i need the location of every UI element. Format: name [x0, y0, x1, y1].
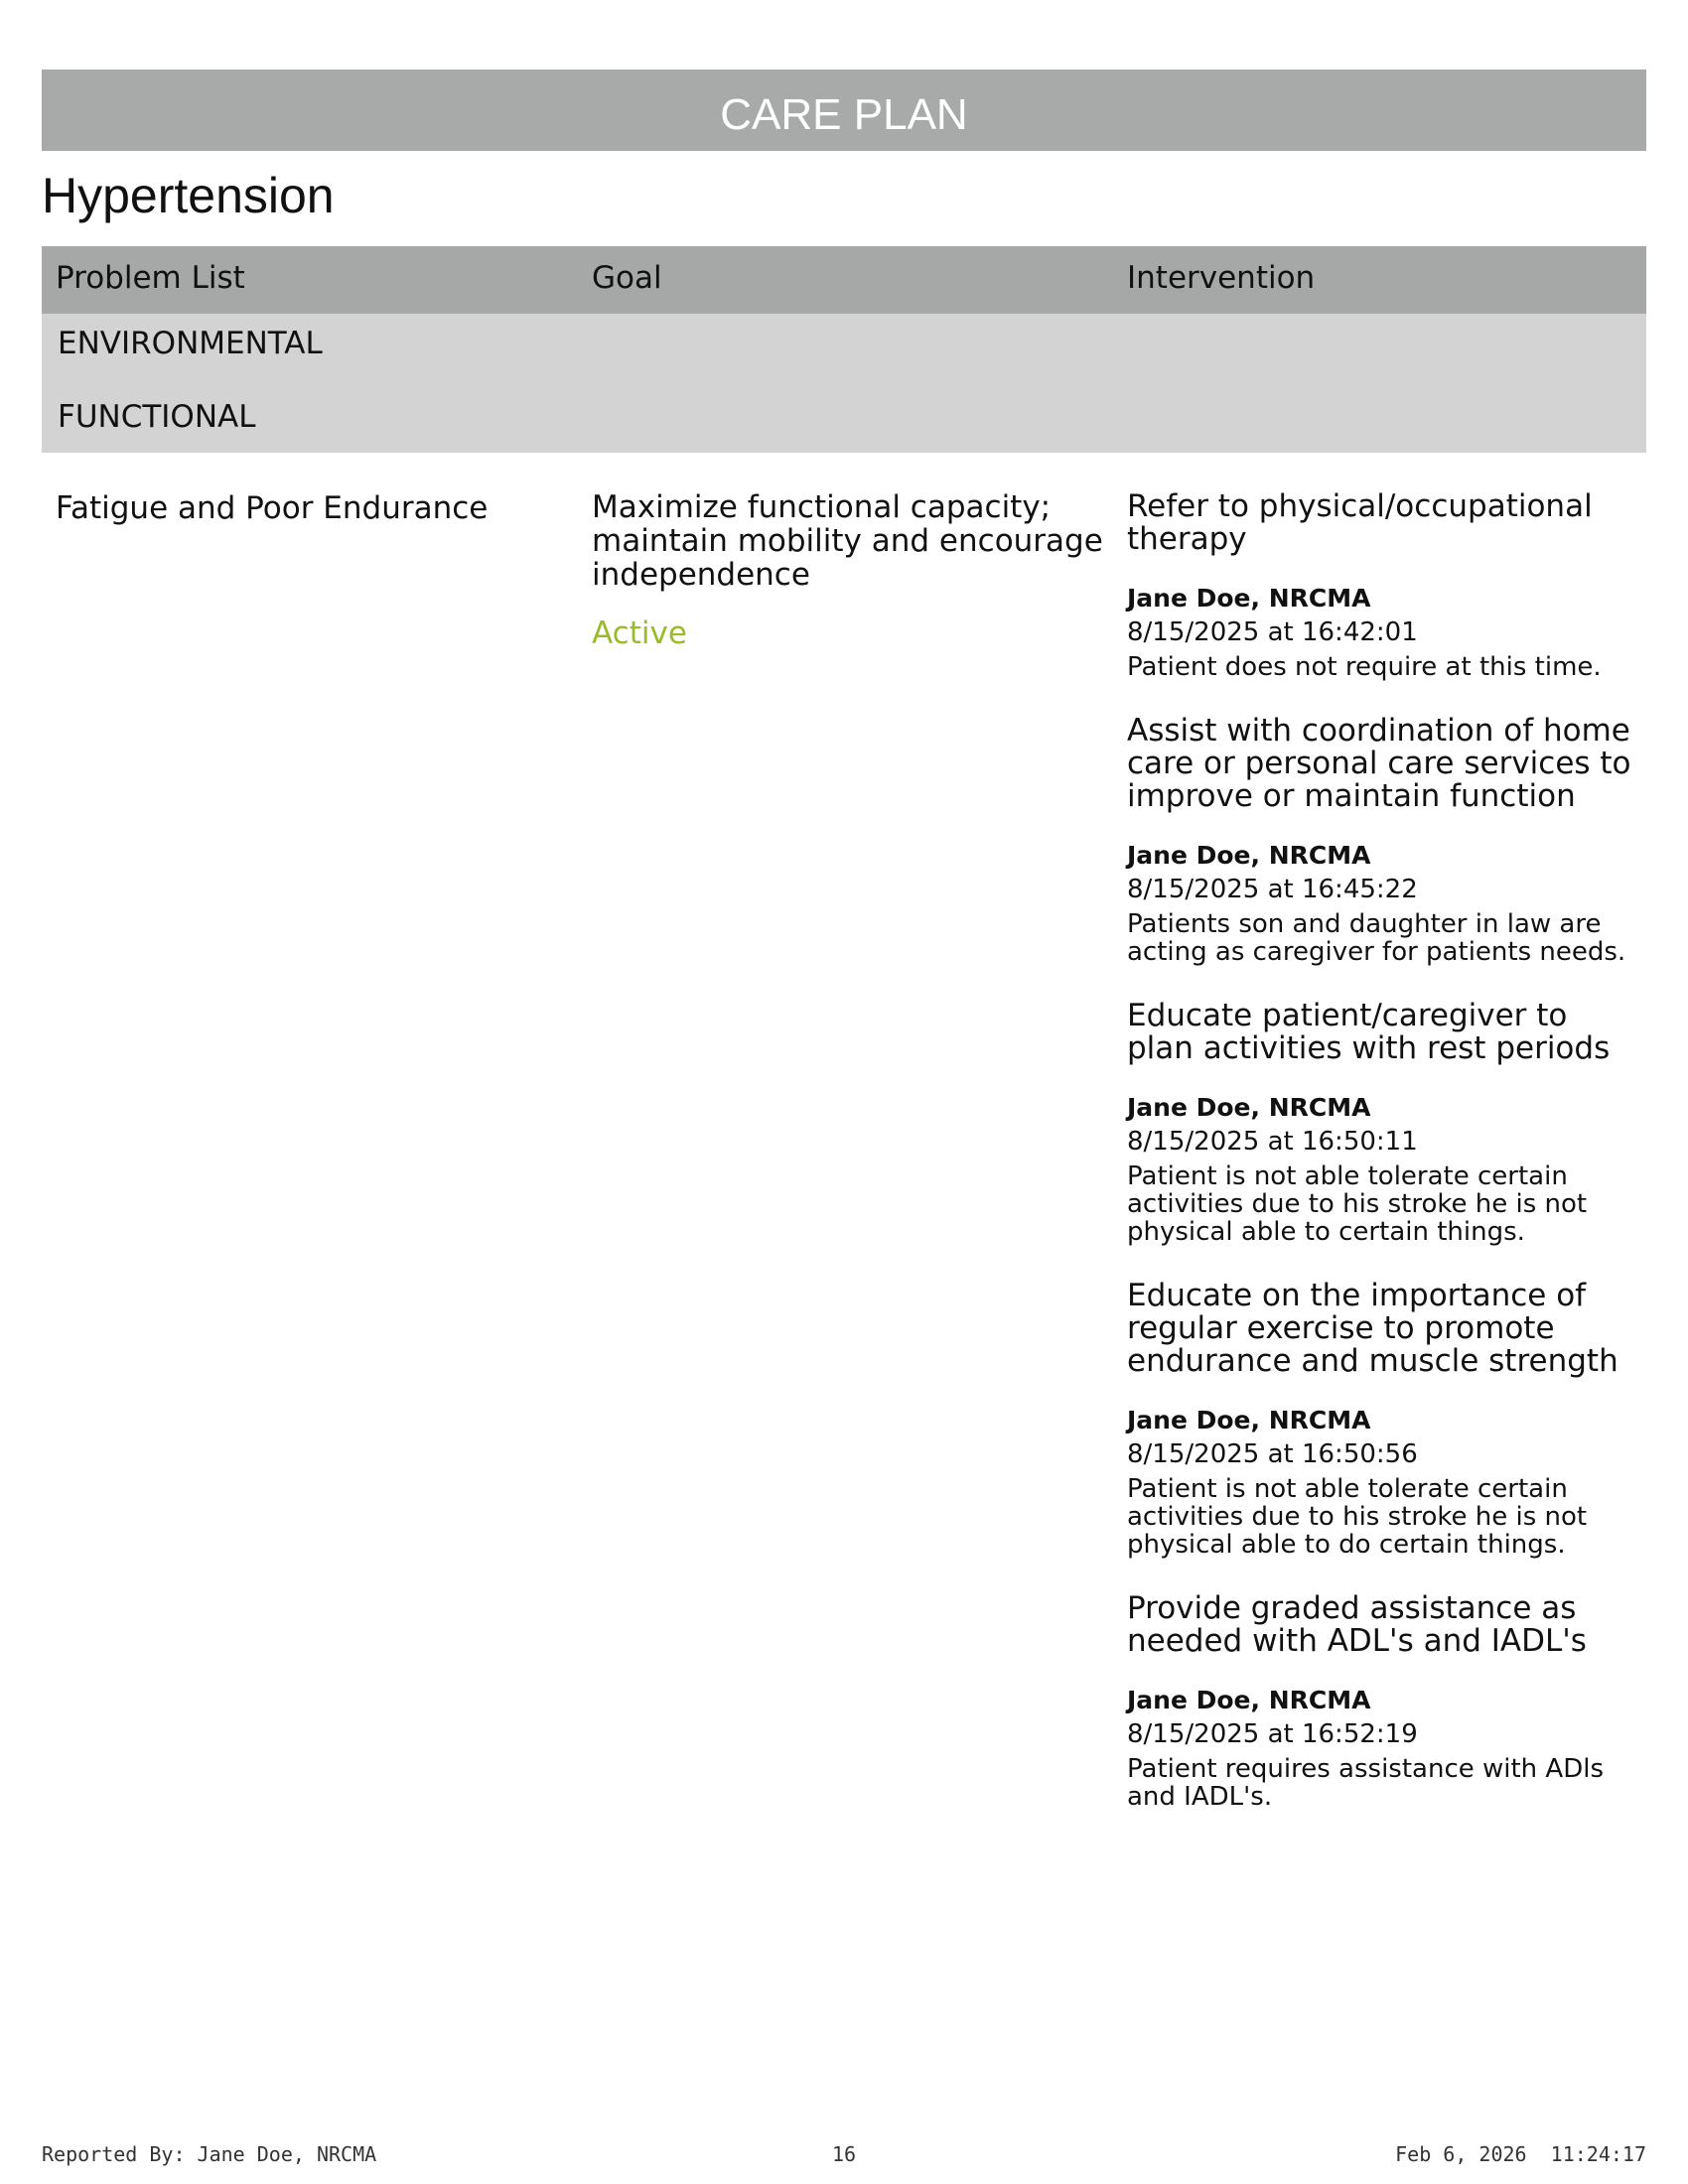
intervention-title: Provide graded assistance as needed with ADL's and IADL's [1127, 1590, 1587, 1659]
intervention-list [1127, 490, 1643, 1844]
table-header [42, 246, 1646, 314]
intervention-timestamp: 8/15/2025 at 16:52:19 [1127, 1719, 1418, 1749]
footer-page-number: 16 [832, 2142, 857, 2166]
intervention-note: Patient is not able tolerate certain activities due to his stroke he is not physical able to certain things. [1127, 1161, 1588, 1247]
category-functional: FUNCTIONAL [58, 399, 256, 435]
intervention-timestamp: 8/15/2025 at 16:45:22 [1127, 875, 1418, 904]
category-environmental: ENVIRONMENTAL [58, 326, 323, 361]
intervention-timestamp: 8/15/2025 at 16:42:01 [1127, 617, 1418, 647]
intervention-item [1127, 490, 1643, 681]
intervention-title: Educate on the importance of regular exercise to promote endurance and muscle strength [1127, 1278, 1618, 1379]
section-title: Hypertension [42, 168, 335, 223]
category-band [42, 314, 1646, 453]
footer-generated-timestamp: Feb 6, 2026 11:24:17 [1395, 2142, 1646, 2166]
intervention-note: Patient does not require at this time. [1127, 652, 1602, 682]
intervention-item [1127, 1592, 1643, 1811]
care-plan-banner: CARE PLAN [42, 69, 1646, 151]
intervention-item [1127, 1000, 1643, 1246]
intervention-note: Patient requires assistance with ADls and IADL's. [1127, 1754, 1604, 1812]
goal-cell [592, 490, 1108, 651]
intervention-title: Refer to physical/occupational therapy [1127, 488, 1593, 557]
intervention-author: Jane Doe, NRCMA [1127, 1406, 1371, 1434]
intervention-title: Educate patient/caregiver to plan activities with rest periods [1127, 998, 1611, 1066]
intervention-note: Patients son and daughter in law are acting as caregiver for patients needs. [1127, 909, 1626, 967]
intervention-title: Assist with coordination of home care or personal care services to improve or maintain function [1127, 713, 1631, 814]
intervention-timestamp: 8/15/2025 at 16:50:56 [1127, 1439, 1418, 1469]
header-problem-list: Problem List [56, 260, 245, 296]
intervention-item [1127, 1280, 1643, 1559]
goal-text: Maximize functional capacity; maintain mobility and encourage independence [592, 489, 1103, 593]
intervention-note: Patient is not able tolerate certain activities due to his stroke he is not physical able to do certain things. [1127, 1474, 1588, 1560]
intervention-author: Jane Doe, NRCMA [1127, 584, 1371, 613]
goal-status: Active [592, 615, 687, 651]
problem-name: Fatigue and Poor Endurance [56, 490, 489, 526]
intervention-timestamp: 8/15/2025 at 16:50:11 [1127, 1127, 1418, 1157]
intervention-author: Jane Doe, NRCMA [1127, 1093, 1371, 1122]
intervention-author: Jane Doe, NRCMA [1127, 841, 1371, 870]
footer-reported-by: Reported By: Jane Doe, NRCMA [42, 2142, 377, 2166]
intervention-item [1127, 715, 1643, 966]
intervention-author: Jane Doe, NRCMA [1127, 1686, 1371, 1714]
header-goal: Goal [592, 260, 662, 296]
header-intervention: Intervention [1127, 260, 1316, 296]
